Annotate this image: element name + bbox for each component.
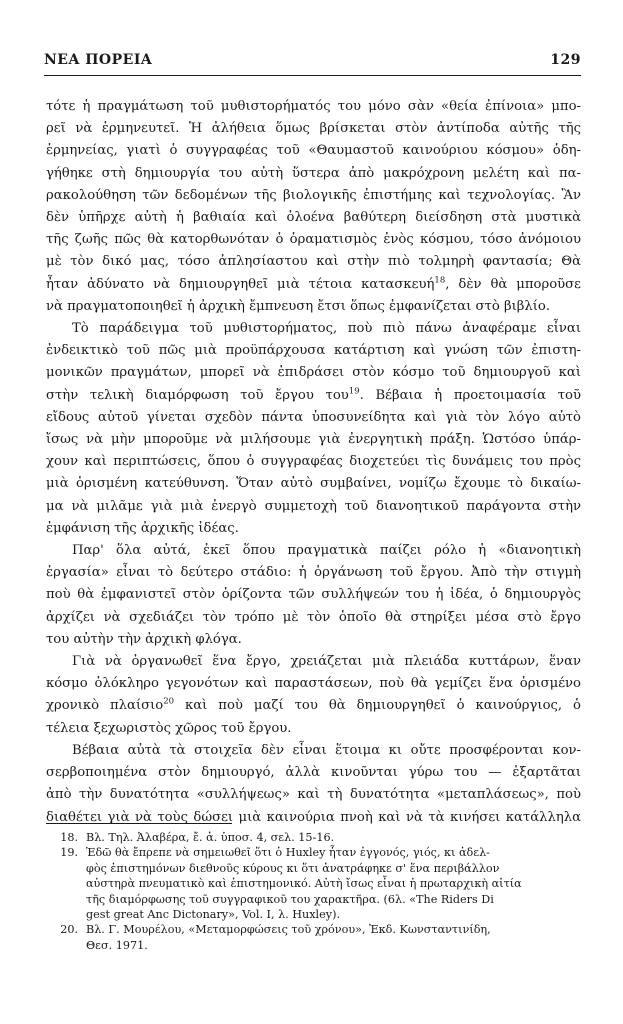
text-line: ἑρμηνείας, γιατὶ ὁ συγγραφέας τοῦ «Θαυμαστοῦ καινούριου κόσμου» ὁδη- — [46, 143, 581, 159]
text-line — [46, 695, 581, 717]
text-line: τότε ἡ πραγμάτωση τοῦ μυθιστορήματός του μόνο σὰν «θεία ἐπίνοια» μπο- — [46, 99, 581, 114]
text-line: ρεῖ νὰ ἑρμηνευτεῖ. Ἡ ἀλήθεια ὅμως βρίσκεται στὸν ἀντίποδα αὐτῆς τῆς — [46, 121, 581, 137]
text-line: εἴδους αὐτοῦ γίνεται σχεδὸν πάντα ὑποσυνείδητα καὶ γιὰ τὸν λόγο αὐτὸ — [46, 409, 581, 425]
footnote-text — [86, 922, 581, 953]
text-segment: , δὲν θὰ μποροῦσε — [445, 276, 581, 292]
footnote-ref-19[interactable]: 19 — [348, 386, 360, 397]
text-line: τέλεια ξεχωριστὸς χῶρος τοῦ ἔργου. — [46, 720, 292, 736]
footnote-18 — [46, 830, 581, 845]
text-line: κόσμο ὁλόκληρο γεγονότων καὶ παραστάσεων, ποὺ θὰ γεμίζει ἕνα ὁρισμένο — [46, 676, 581, 692]
footnote-number: 18. — [60, 831, 78, 844]
footnote-line: Βλ. Γ. Μουρέλου, «Μεταμορφώσεις τοῦ χρόνου», Ἐκδ. Κωνσταντινίδη, — [86, 923, 491, 937]
text-line: ἀπὸ τὴν δυνατότητα «συλλήψεως» καὶ τὴ δυνατότητα «μεταπλάσεως», ποὺ — [46, 787, 581, 803]
text-line: τῆς ζωῆς πῶς θὰ κατορθωνόταν ὁ ὁραματισμὸς ἑνὸς κόσμου, τόσο ἀνόμοιου — [46, 232, 581, 248]
footnote-text — [86, 845, 581, 922]
journal-title: ΝΕΑ ΠΟΡΕΙΑ — [44, 52, 153, 68]
footnote-line: Βλ. Τηλ. Ἀλαβέρα, ἔ. ἀ. ὑποσ. 4, σελ. 15-16. — [86, 831, 335, 844]
text-line: ἐργασία» εἶναι τὸ δεύτερο στάδιο: ἡ ὀργάνωση τοῦ ἔργου. Ἀπὸ τὴν στιγμὴ — [46, 565, 581, 581]
text-line: σερβοποιημένα στὸν δημιουργό, ἀλλὰ κινοῦνται γύρω του — ἐξαρτᾶται — [46, 765, 581, 781]
text-line: Παρ' ὅλα αὐτά, ἐκεῖ ὅπου πραγματικὰ παίζει ρόλο ἡ «διανοητικὴ — [72, 543, 581, 559]
text-segment: ἦταν ἀδύνατο νὰ δημιουργηθεῖ μιὰ τέτοια κατασκευή — [46, 276, 435, 292]
text-line: μιὰ ὁρισμένη κατεύθυνση. Ὅταν αὐτὸ συμβαίνει, νομίζω ἔχουμε τὸ δικαίω- — [46, 476, 581, 492]
text-segment: καὶ ποὺ μαζί του θὰ δημιουργηθεῖ ὁ καινούργιος, ὁ — [174, 698, 581, 714]
footnote-line: gest great Anc Dictonary», Vol. I, λ. Huxley). — [86, 908, 341, 922]
text-line — [46, 274, 581, 296]
text-line: δὲν ὑπῆρχε αὐτὴ ἡ βαθιαία καὶ ὁλοένα βαθύτερη διείσδηση στὰ μυστικὰ — [46, 210, 581, 226]
footnote-line: Θεσ. 1971. — [86, 938, 148, 952]
running-header — [44, 52, 581, 68]
text-segment: στὴν τελικὴ διαμόρφωση τοῦ ἔργου του — [46, 387, 349, 403]
text-line: ρακολούθηση τῶν δεδομένων τῆς βιολογικῆς ἐπιστήμης καὶ τεχνολογίας. Ἂν — [46, 187, 581, 203]
text-line: ἴσως νὰ μὴν μποροῦμε νὰ μιλήσουμε γιὰ ἐνεργητικὴ πράξη. Ὡστόσο ὑπάρ- — [46, 432, 581, 448]
text-segment: χρονικὸ πλαίσιο — [46, 698, 164, 714]
page-number: 129 — [550, 52, 581, 68]
text-line: του αὐτὴν τὴν ἀρχικὴ φλόγα. — [46, 631, 242, 647]
text-line: ἀρχίζει νὰ σχεδιάζει τὸν τρόπο μὲ τὸν ὁποῖο θὰ στηρίξει μέσα στὸ ἔργο — [46, 609, 581, 625]
text-line: ποὺ θὰ ἐμφανιστεῖ στὸν ὁρίζοντα τῶν συλλήψεών του ἡ ἰδέα, ὁ δημιουργὸς — [46, 587, 581, 603]
footnotes — [46, 830, 581, 953]
text-line: μονικῶν πραγμάτων, μπορεῖ νὰ ἐπιδράσει στὸν κόσμο τοῦ δημιουργοῦ καὶ — [46, 365, 581, 381]
text-line: χουν καὶ περιπτώσεις, ὅπου ὁ συγγραφέας διοχετεύει τὶς δυνάμεις του πρὸς — [46, 454, 581, 470]
text-segment: . Βέβαια ἡ προετοιμασία τοῦ — [359, 387, 581, 403]
body-text — [46, 96, 581, 829]
footnote-ref-18[interactable]: 18 — [434, 275, 446, 286]
text-line: ἐνδεικτικὸ τοῦ πῶς μιὰ προϋπάρχουσα κατάρτιση καὶ γνώση τῶν ἐπιστη- — [46, 343, 581, 359]
footnote-line: φὸς ἐπιστημόνων διεθνοῦς κύρους κι ὅτι ἀνατράφηκε σ' ἕνα περιβάλλον — [86, 861, 500, 875]
footnote-number: 20. — [60, 923, 78, 937]
text-line — [46, 385, 581, 407]
footnote-ref-20[interactable]: 20 — [163, 697, 175, 708]
text-line: διαθέτει γιὰ νὰ τοὺς δώσει μιὰ καινούρια πνοὴ καὶ νὰ τὰ κινήσει κατάλληλα — [46, 809, 581, 825]
text-line: Τὸ παράδειγμα τοῦ μυθιστορήματος, ποὺ πιὸ πάνω ἀναφέραμε εἶναι — [72, 321, 581, 337]
text-line: γήθηκε στὴ δημιουργία του αὐτὴ ὕστερα ἀπὸ μακρόχρονη μελέτη καὶ πα- — [46, 165, 581, 181]
text-line: μὲ τὸν δικό μας, τόσο ἀπλησίαστου καὶ στὴν πιὸ τολμηρὴ φαντασία; Θὰ — [46, 254, 581, 270]
footnote-line: τῆς διαμόρφωσης τοῦ συγγραφικοῦ του χαρακτῆρα. (6λ. «The Riders Di — [86, 892, 494, 906]
text-line: Γιὰ νὰ ὀργανωθεῖ ἕνα ἔργο, χρειάζεται μιὰ πλειάδα κυττάρων, ἕναν — [72, 654, 581, 670]
footnote-line: Ἐδῶ θὰ ἔπρεπε νὰ σημειωθεῖ ὅτι ὁ Huxley ἦταν ἐγγονός, γιός, κι ἀδελ- — [86, 846, 490, 860]
footnotes-divider — [46, 823, 232, 824]
text-line: μα νὰ μιλᾶμε γιὰ μιὰ ἐνεργὸ συμμετοχὴ τοῦ διανοητικοῦ παράγοντα στὴν — [46, 498, 581, 514]
text-line: ἐμφάνιση τῆς ἀρχικῆς ἰδέας. — [46, 520, 239, 536]
footnote-text — [86, 830, 581, 845]
footnote-20 — [46, 922, 581, 953]
text-line: νὰ πραγματοποιηθεῖ ἡ ἀρχικὴ ἔμπνευση ἔτσι ὅπως ἐμφανίζεται στὸ βιβλίο. — [46, 298, 551, 314]
footnote-line: αὐστηρὰ πνευματικὸ καὶ ἐπιστημονικό. Αὐτὴ ἴσως εἶναι ἡ πρωταρχικὴ αἰτία — [86, 877, 522, 891]
footnote-19 — [46, 845, 581, 922]
text-line: Βέβαια αὐτὰ τὰ στοιχεῖα δὲν εἶναι ἕτοιμα κι οὔτε προσφέρονται κον- — [72, 742, 581, 758]
footnote-number: 19. — [60, 846, 78, 860]
header-divider — [44, 75, 581, 76]
